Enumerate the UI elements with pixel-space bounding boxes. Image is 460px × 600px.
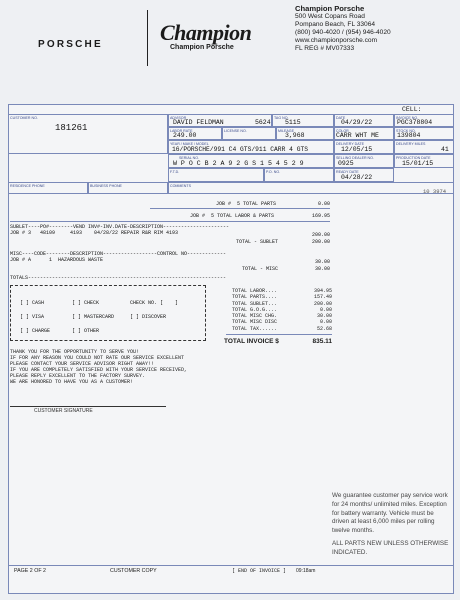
- tag-label: TAG NO.: [274, 115, 289, 120]
- vertical-margin-text: [2, 360, 8, 470]
- mileage-box: [276, 127, 334, 140]
- selling-dealer-label: SELLING DEALER NO.: [336, 155, 374, 160]
- total-sublet-value: 200.00: [311, 239, 330, 245]
- divider: [10, 221, 330, 222]
- invoice-label: INVOICE NO.: [396, 115, 419, 120]
- print-time: 09:18am: [296, 568, 316, 574]
- sublet-row: JOB # 3 48109 4193 04/28/22 REPAIR R&R RIM 4193: [10, 230, 179, 236]
- stock-label: STOCK NO.: [396, 128, 416, 133]
- residence-box: [8, 182, 88, 194]
- mileage: 3,968: [285, 132, 305, 139]
- comments-box: [168, 182, 454, 194]
- color-box: [334, 127, 394, 140]
- advisor-label: ADVISOR: [170, 115, 187, 120]
- delivery-miles-box: [394, 140, 454, 154]
- selling-dealer: 0925: [338, 159, 354, 167]
- license-box: [222, 127, 276, 140]
- total-label: TOTAL G.O.G....: [232, 306, 278, 313]
- date-label: DATE: [336, 115, 346, 120]
- dealer-block: [295, 5, 391, 53]
- total-invoice-value: 835.11: [312, 338, 332, 345]
- misc-row: JOB # A 1 HAZARDOUS WASTE: [10, 257, 104, 263]
- labor-rate-box: [168, 127, 222, 140]
- total-invoice-row: [224, 338, 332, 345]
- total-label: TOTAL SUBLET...: [232, 300, 278, 307]
- total-label: TOTAL MISC CHG.: [232, 313, 278, 320]
- year-make-model: 16/PORSCHE/991 C4 GTS/911 CARR 4 GTS: [172, 145, 309, 153]
- delivery-miles: 41: [441, 145, 449, 153]
- ymm-label: YEAR / MAKE / MODEL: [170, 141, 209, 146]
- total-value: 200.00: [313, 300, 332, 307]
- date-box: [334, 114, 394, 127]
- customer-no-label: CUSTOMER NO.: [10, 115, 38, 120]
- labor-rate: 249.00: [173, 132, 197, 139]
- total-tax-row: [232, 326, 332, 332]
- misc-row-value: 30.00: [314, 259, 330, 265]
- message-line: PLEASE CONTACT YOUR SERVICE ADVISOR RIGHT AWAY!!: [10, 361, 155, 367]
- message-line: THANK YOU FOR THE OPPORTUNITY TO SERVE YOU!: [10, 349, 140, 355]
- right-code: 10 3974: [423, 188, 447, 195]
- message-line: PLEASE REPLY EXCELLENT TO THE FACTORY SURVEY.: [10, 373, 146, 379]
- business-label: BUSINESS PHONE: [90, 183, 122, 188]
- job5-parts-value: 0.00: [317, 201, 330, 207]
- tag-box: [272, 114, 334, 127]
- invoice-box: [394, 114, 454, 127]
- color-label: COLOR: [336, 128, 349, 133]
- ymm-box: [168, 140, 334, 154]
- delivery-miles-label: DELIVERY MILES: [396, 141, 426, 146]
- dealer-phone: (800) 940-4020 / (954) 946-4020: [295, 29, 391, 36]
- porsche-logo-text: PORSCHE: [38, 39, 103, 50]
- comments-label: COMMENTS: [170, 183, 191, 188]
- color: CARR WHT ME: [336, 132, 379, 139]
- pay-charge[interactable]: [ ] CHARGE: [20, 328, 51, 334]
- sublet-row-value: 200.00: [311, 232, 330, 238]
- total-label: TOTAL TAX......: [232, 325, 278, 332]
- parts-new-text: ALL PARTS NEW UNLESS OTHERWISE INDICATED.: [332, 539, 449, 556]
- total-value: 0.00: [319, 306, 332, 313]
- production-date: 15/01/15: [402, 159, 434, 167]
- customer-no: 181261: [55, 123, 88, 133]
- pay-cash[interactable]: [ ] CASH: [20, 300, 45, 306]
- ready-label: READY DATE: [336, 169, 359, 174]
- mileage-label: MILEAGE: [278, 128, 294, 133]
- sublet-header: SUBLET----PO#--------VEND INV#-INV.DATE-DESCRIPTION----------------------: [10, 224, 230, 230]
- ftd-label: F.T.D.: [170, 169, 180, 174]
- job5-labor-parts: JOB # 5 TOTAL LABOR & PARTS: [190, 213, 275, 219]
- total-value: 394.95: [313, 288, 332, 294]
- warranty-box: [332, 492, 450, 582]
- pay-visa[interactable]: [ ] VISA: [20, 314, 45, 320]
- pay-other[interactable]: [ ] OTHER: [72, 328, 100, 334]
- serial-box: [168, 154, 334, 168]
- delivery-date-label: DELIVERY DATE: [336, 141, 364, 146]
- customer-signature-label: CUSTOMER SIGNATURE: [34, 408, 93, 414]
- date: 04/29/22: [341, 119, 373, 126]
- champion-logo-script: Champion: [160, 20, 252, 45]
- pay-discover[interactable]: [ ] DISCOVER: [130, 314, 167, 320]
- misc-header: MISC----CODE--------DESCRIPTION------------------CONTROL NO-------------: [10, 251, 227, 257]
- end-of-invoice: [ END OF INVOICE ]: [232, 568, 287, 574]
- totals-block: [232, 288, 332, 332]
- invoice-no: PGC378804: [397, 119, 433, 126]
- total-invoice-label: TOTAL INVOICE $: [224, 338, 279, 345]
- stock-box: [394, 127, 454, 140]
- job5-labor-parts-value: 169.95: [311, 213, 330, 219]
- total-value: 157.49: [313, 294, 332, 301]
- stock-no: 139804: [397, 132, 421, 139]
- warranty-text: We guarantee customer pay service work for 24 months/ unlimited miles. Exception for battery warranty. Vehicle must be driven at least 6,000 miles per rolling twelve months.: [332, 492, 448, 535]
- thank-you-message: [10, 349, 187, 385]
- page-number: PAGE 2 OF 2: [14, 568, 46, 574]
- total-value: 52.68: [316, 325, 332, 332]
- cell-label: CELL:: [402, 106, 422, 113]
- logo-divider: [147, 10, 148, 66]
- divider: [150, 208, 330, 209]
- ftd-box: [168, 168, 264, 182]
- check-no[interactable]: CHECK NO. [ ]: [130, 300, 179, 306]
- dealer-address1: 500 West Copans Road: [295, 13, 365, 20]
- champion-logo-sub: Champion Porsche: [170, 44, 234, 51]
- signature-line: [10, 406, 166, 407]
- business-box: [88, 182, 168, 194]
- totals-line: TOTALS------------------------------------------------------------------: [10, 275, 227, 281]
- po-label: P.O. NO.: [266, 169, 281, 174]
- advisor-no: 5624: [255, 119, 271, 126]
- pay-check[interactable]: [ ] CHECK: [72, 300, 100, 306]
- footer-divider: [8, 565, 454, 566]
- total-label: TOTAL PARTS....: [232, 294, 278, 301]
- ready-date: 04/28/22: [341, 173, 373, 181]
- ready-box: [334, 168, 394, 182]
- total-misc-label: TOTAL - MISC: [242, 266, 279, 272]
- labor-rate-label: LABOR RATE: [170, 128, 193, 133]
- dealer-website: www.championporsche.com: [295, 37, 378, 44]
- production-date-box: [394, 154, 454, 168]
- total-sublet-label: TOTAL - SUBLET: [236, 239, 279, 245]
- residence-label: RESIDENCE PHONE: [10, 183, 45, 188]
- serial-label: SERIAL NO.: [179, 155, 200, 160]
- license-label: LICENSE NO.: [224, 128, 247, 133]
- pay-mastercard[interactable]: [ ] MASTERCARD: [72, 314, 115, 320]
- dealer-name: Champion Porsche: [295, 4, 365, 13]
- production-date-label: PRODUCTION DATE: [396, 155, 431, 160]
- delivery-date-box: [334, 140, 394, 154]
- delivery-date: 12/05/15: [341, 145, 373, 153]
- advisor: DAVID FELDMAN: [173, 119, 224, 126]
- message-line: WE ARE HONORED TO HAVE YOU AS A CUSTOMER!: [10, 379, 134, 385]
- job5-parts: JOB # 5 TOTAL PARTS: [216, 201, 277, 207]
- total-label: TOTAL MISC DISC: [232, 319, 278, 326]
- customer-no-box: [8, 114, 168, 154]
- po-box: [264, 168, 334, 182]
- divider: [226, 334, 332, 335]
- total-label: TOTAL LABOR....: [232, 288, 278, 294]
- serial-no: W P O C B 2 A 9 2 G S 1 5 4 5 2 9: [173, 159, 304, 167]
- dealer-address2: Pompano Beach, FL 33064: [295, 21, 376, 28]
- total-misc-value: 30.00: [314, 266, 330, 272]
- total-value: 0.00: [319, 319, 332, 326]
- total-value: 30.00: [316, 313, 332, 320]
- champion-logo: [160, 20, 251, 51]
- advisor-box: [168, 114, 272, 127]
- tag-no: 5115: [285, 119, 301, 126]
- customer-copy: CUSTOMER COPY: [110, 568, 157, 574]
- message-line: IF FOR ANY REASON YOU COULD NOT RATE OUR SERVICE EXCELLENT: [10, 355, 185, 361]
- message-line: IF YOU ARE COMPLETELY SATISFIED WITH YOUR SERVICE RECEIVED,: [10, 367, 188, 373]
- selling-dealer-box: [334, 154, 394, 168]
- dealer-reg: FL REG # MV07333: [295, 45, 355, 52]
- porsche-logo: [38, 34, 103, 52]
